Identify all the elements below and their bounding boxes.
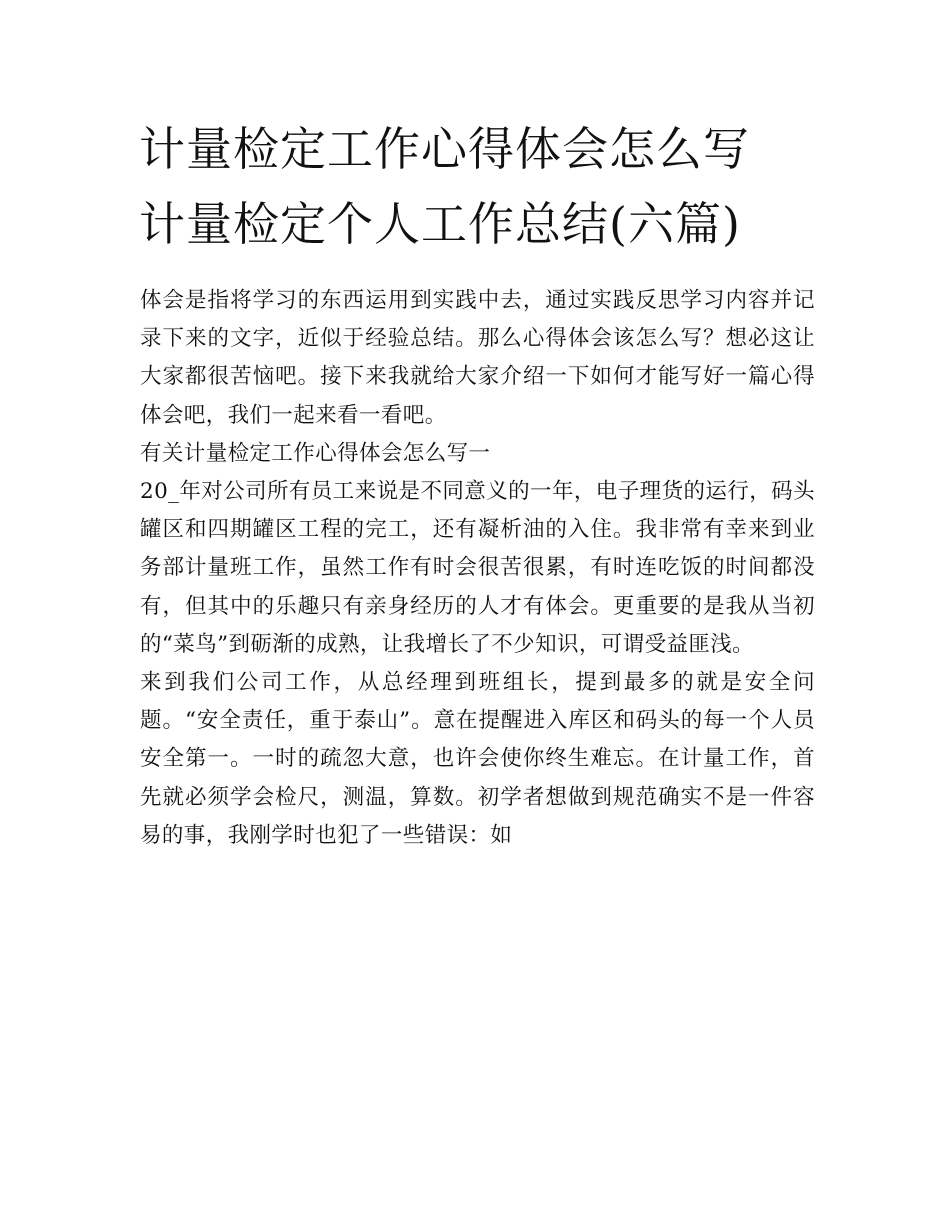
title-line-1: 计量检定工作心得体会怎么写	[139, 122, 750, 176]
intro-paragraph: 体会是指将学习的东西运用到实践中去，通过实践反思学习内容并记录下来的文字，近似于经验总结。那么心得体会该怎么写？想必这让大家都很苦恼吧。接下来我就给大家介绍一下如何才能写好一篇心得体会吧，我们一起来看一看吧。	[140, 288, 815, 428]
section-heading: 有关计量检定工作心得体会怎么写一	[140, 440, 491, 466]
title-line-2: 计量检定个人工作总结(六篇)	[139, 197, 741, 251]
body-paragraph-2: 来到我们公司工作，从总经理到班组长，提到最多的就是安全问题。“安全责任，重于泰山”。意在提醒进入库区和码头的每一个人员安全第一。一时的疏忽大意，也许会使你终生难忘。在计量工作，首先就必须学会检尺，测温，算数。初学者想做到规范确实不是一件容易的事，我刚学时也犯了一些错误：如	[140, 670, 815, 848]
document-body	[140, 282, 815, 855]
body-paragraph-1: 20_年对公司所有员工来说是不同意义的一年，电子理货的运行，码头罐区和四期罐区工程的完工，还有凝析油的入住。我非常有幸来到业务部计量班工作，虽然工作有时会很苦很累，有时连吃饭的时间都没有，但其中的乐趣只有亲身经历的人才有体会。更重要的是我从当初的“菜鸟”到砺渐的成熟，让我增长了不少知识，可谓受益匪浅。	[140, 479, 815, 657]
document-title	[139, 112, 829, 262]
